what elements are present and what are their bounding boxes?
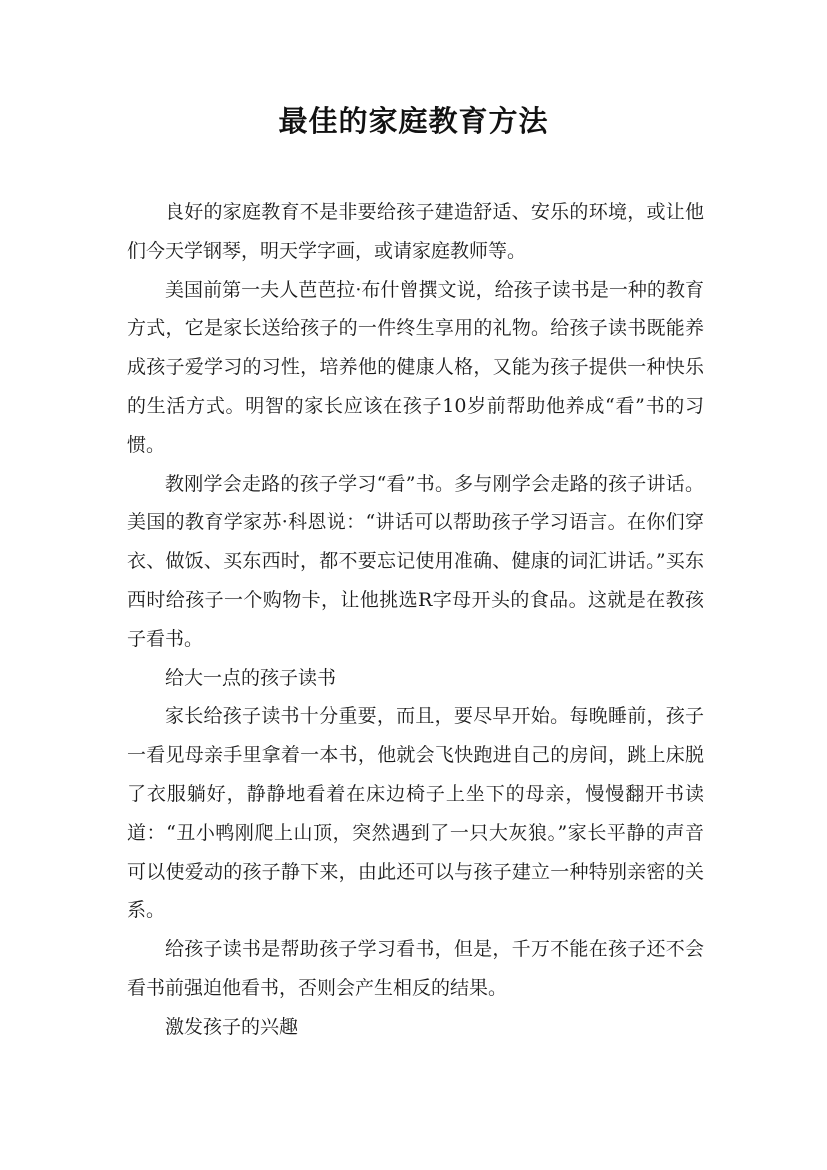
document-title: 最佳的家庭教育方法 xyxy=(278,104,549,138)
paragraph: 给孩子读书是帮助孩子学习看书，但是，千万不能在孩子还不会看书前强迫他看书，否则会产生相反的结果。 xyxy=(127,938,704,999)
section-heading: 激发孩子的兴趣 xyxy=(165,1015,299,1038)
paragraph: 教刚学会走路的孩子学习“看”书。多与刚学会走路的孩子讲话。美国的教育学家苏·科恩说：“讲话可以帮助孩子学习语言。在你们穿衣、做饭、买东西时，都不要忘记使用准确、健康的词汇讲话。”买东西时给孩子一个购物卡，让他挑选R字母开头的食品。这就是在教孩子看书。 xyxy=(127,472,704,650)
paragraph: 良好的家庭教育不是非要给孩子建造舒适、安乐的环境，或让他们今天学钢琴，明天学字画，或请家庭教师等。 xyxy=(127,201,704,262)
section-heading: 给大一点的孩子读书 xyxy=(165,666,337,689)
document-body xyxy=(127,193,704,1047)
paragraph: 美国前第一夫人芭芭拉·布什曾撰文说，给孩子读书是一种的教育方式，它是家长送给孩子的一件终生享用的礼物。给孩子读书既能养成孩子爱学习的习性，培养他的健康人格，又能为孩子提供一种快乐的生活方式。明智的家长应该在孩子10岁前帮助他养成“看”书的习惯。 xyxy=(127,278,704,456)
paragraph: 家长给孩子读书十分重要，而且，要尽早开始。每晚睡前，孩子一看见母亲手里拿着一本书，他就会飞快跑进自己的房间，跳上床脱了衣服躺好，静静地看着在床边椅子上坐下的母亲，慢慢翻开书读道：“丑小鸭刚爬上山顶，突然遇到了一只大灰狼。”家长平静的声音可以使爱动的孩子静下来，由此还可以与孩子建立一种特别亲密的关系。 xyxy=(127,705,704,922)
